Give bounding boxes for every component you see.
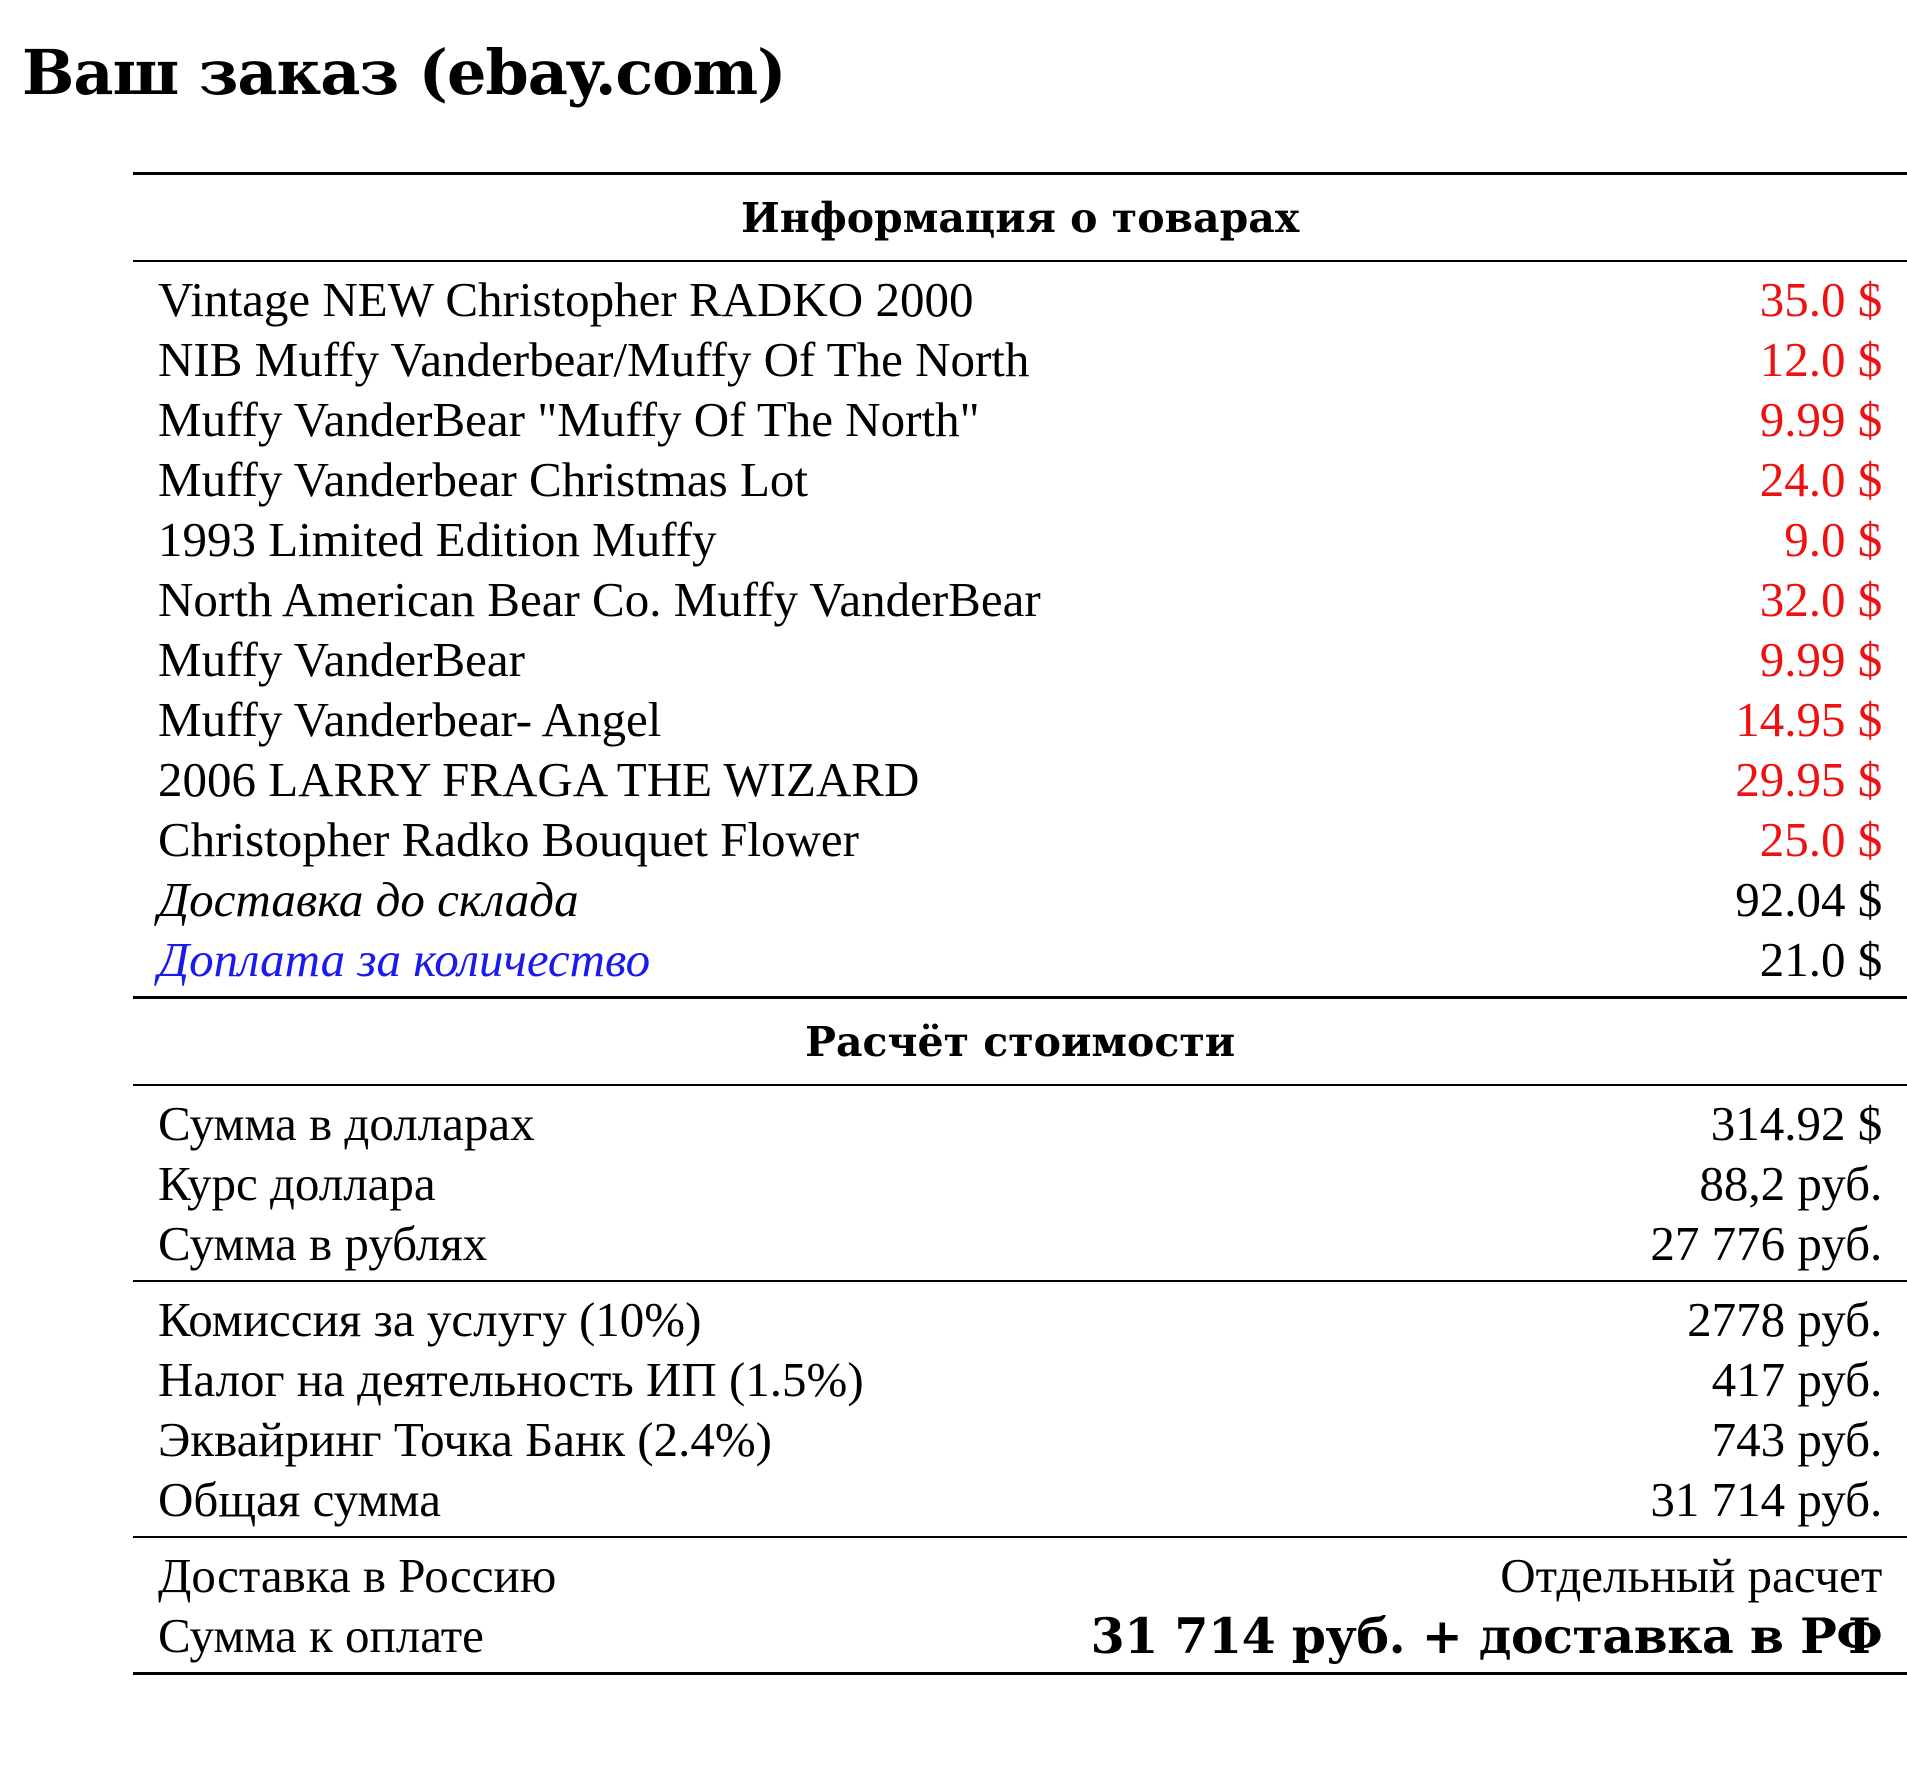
item-name: Muffy VanderBear [158, 632, 525, 687]
exchange-rate-row [133, 1154, 1907, 1214]
item-row [133, 750, 1907, 810]
item-name: NIB Muffy Vanderbear/Muffy Of The North [158, 332, 1030, 387]
quantity-surcharge-value: 21.0 $ [1066, 930, 1907, 998]
item-row [133, 570, 1907, 630]
exchange-rate-value: 88,2 руб. [1699, 1156, 1883, 1211]
quantity-surcharge-row [133, 930, 1907, 998]
service-fee-value: 2778 руб. [1687, 1292, 1883, 1347]
item-price: 9.0 $ [1784, 512, 1883, 567]
item-price: 9.99 $ [1759, 632, 1883, 687]
warehouse-shipping-value: 92.04 $ [1735, 872, 1883, 927]
item-price: 9.99 $ [1759, 392, 1883, 447]
amount-due-row [133, 1606, 1907, 1674]
tax-value: 417 руб. [1711, 1352, 1883, 1407]
sum-rub-row [133, 1214, 1907, 1281]
sum-rub-label: Сумма в рублях [133, 1214, 1066, 1281]
item-name: 2006 LARRY FRAGA THE WIZARD [158, 752, 920, 807]
amount-due-value: 31 714 руб. + доставка в РФ [1066, 1606, 1907, 1674]
tax-label: Налог на деятельность ИП (1.5%) [158, 1352, 864, 1407]
russia-shipping-label: Доставка в Россию [158, 1548, 557, 1603]
acquiring-value: 743 руб. [1711, 1412, 1883, 1467]
russia-shipping-value: Отдельный расчет [1500, 1548, 1883, 1603]
item-row [133, 330, 1907, 390]
item-row [133, 690, 1907, 750]
item-name: Muffy Vanderbear Christmas Lot [158, 452, 809, 507]
item-price: 24.0 $ [1759, 452, 1883, 507]
item-row [133, 390, 1907, 450]
item-row [133, 630, 1907, 690]
tax-row [133, 1350, 1907, 1410]
item-row [133, 810, 1907, 870]
cost-calculation [133, 998, 1907, 1674]
item-price: 25.0 $ [1759, 812, 1883, 867]
item-name: 1993 Limited Edition Muffy [158, 512, 717, 567]
item-name: Muffy VanderBear "Muffy Of The North" [158, 392, 980, 447]
total-row [133, 1470, 1907, 1537]
sum-usd-row [133, 1085, 1907, 1154]
amount-due-label: Сумма к оплате [133, 1606, 1066, 1674]
item-price: 14.95 $ [1735, 692, 1883, 747]
items-list [133, 261, 1907, 998]
page-title: Ваш заказ (ebay.com) [22, 36, 786, 109]
item-row [133, 510, 1907, 570]
acquiring-row [133, 1410, 1907, 1470]
item-price: 32.0 $ [1759, 572, 1883, 627]
items-section-header: Информация о товарах [133, 174, 1907, 262]
item-name: Muffy Vanderbear- Angel [158, 692, 662, 747]
item-price: 35.0 $ [1759, 272, 1883, 327]
russia-shipping-row [133, 1537, 1907, 1606]
item-price: 12.0 $ [1759, 332, 1883, 387]
calc-section-header: Расчёт стоимости [133, 998, 1907, 1086]
item-row [133, 261, 1907, 330]
total-label: Общая сумма [133, 1470, 1066, 1537]
quantity-surcharge-link[interactable]: Доплата за количество [133, 930, 1066, 998]
exchange-rate-label: Курс доллара [158, 1156, 436, 1211]
item-price: 29.95 $ [1735, 752, 1883, 807]
warehouse-shipping-row [133, 870, 1907, 930]
item-name: North American Bear Co. Muffy VanderBear [158, 572, 1041, 627]
sum-usd-value: 314.92 $ [1710, 1096, 1883, 1151]
order-summary-table [133, 172, 1907, 1675]
item-name: Christopher Radko Bouquet Flower [158, 812, 859, 867]
item-row [133, 450, 1907, 510]
sum-rub-value: 27 776 руб. [1066, 1214, 1907, 1281]
acquiring-label: Эквайринг Точка Банк (2.4%) [158, 1412, 772, 1467]
total-value: 31 714 руб. [1066, 1470, 1907, 1537]
sum-usd-label: Сумма в долларах [158, 1096, 535, 1151]
warehouse-shipping-label: Доставка до склада [158, 872, 579, 927]
service-fee-label: Комиссия за услугу (10%) [158, 1292, 702, 1347]
service-fee-row [133, 1281, 1907, 1350]
item-name: Vintage NEW Christopher RADKO 2000 [158, 272, 974, 327]
